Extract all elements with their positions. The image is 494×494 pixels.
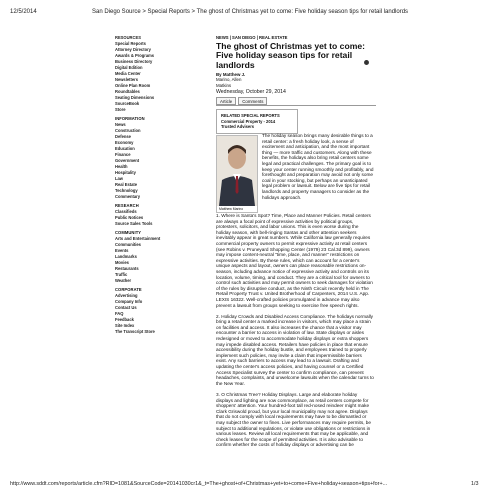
nav-link[interactable]: Roundtables	[115, 89, 140, 94]
nav-link[interactable]: Events	[115, 248, 129, 253]
tab-article[interactable]: Article	[216, 97, 236, 105]
photo-caption: Matthew Marino	[219, 207, 244, 211]
nav-link[interactable]: Restaurants	[115, 266, 139, 271]
related-label: RELATED SPECIAL REPORTS	[221, 113, 280, 119]
article-date: Wednesday, October 29, 2014	[216, 89, 286, 96]
article-tabs	[216, 97, 376, 105]
print-date: 12/5/2014	[10, 9, 37, 15]
nav-corporate-heading: CORPORATE	[115, 287, 142, 292]
nav-link[interactable]: Feedback	[115, 317, 134, 322]
nav-link[interactable]: Store	[115, 107, 126, 112]
nav-community-heading: COMMUNITY	[115, 230, 142, 235]
article	[216, 35, 376, 448]
print-page-title: San Diego Source > Special Reports > The ghost of Christmas yet to come: Five holiday season tips for retail landlords	[92, 9, 409, 15]
nav-link[interactable]: The Transcript Store	[115, 329, 155, 334]
nav-link[interactable]: Technology	[115, 188, 138, 193]
nav-information	[115, 122, 215, 200]
body-paragraph: 3. O Christmas Tree? Holiday Displays. Large and elaborate holiday displays and lighting are now commonplace, as retail centers compete for shoppers' attention. Your hundred-foot tall red-nosed reindeer might make Clark Griswold proud, but your local municipality may not agree. Displays that do not comply with local requirements may have to be dismantled or may subject the owner to fines. Live performances may require permits, be subject to additional regulations, or violate use obligations or restrictions in various leases. Review all local requirements that may be applicable, and check leases for the scope of permitted activities. It is also advisable to confirm whether the costs of holiday displays or advertising can be	[216, 392, 372, 448]
author-portrait-image	[217, 136, 257, 206]
nav-link[interactable]: Site Index	[115, 323, 135, 328]
author-line-3: Matkins	[216, 82, 232, 88]
nav-link[interactable]: Source Sales Tools	[115, 221, 153, 226]
nav-link[interactable]: Awards & Programs	[115, 53, 155, 58]
nav-link[interactable]: RESOURCES	[115, 35, 141, 40]
nav-link[interactable]: Health	[115, 164, 128, 169]
author-name[interactable]: By Matthew J.	[216, 71, 246, 77]
nav-link[interactable]: Newsletters	[115, 77, 138, 82]
tabs-divider	[216, 105, 376, 106]
article-body	[216, 213, 374, 454]
nav-link[interactable]: Arts and Entertainment	[115, 236, 161, 241]
nav-link[interactable]: FAQ	[115, 311, 124, 316]
nav-link[interactable]: Attorney Directory	[115, 47, 151, 52]
nav-link[interactable]: Traffic	[115, 272, 128, 277]
nav-link[interactable]: Contact Us	[115, 305, 137, 310]
print-url: http://www.sddt.com/reports/article.cfm?RID=1081&SourceCode=20141030cr1&_t=The+ghost+of+Christmas+yet+to+come+Five+holiday+season+tips+for+...	[10, 481, 388, 487]
left-navigation	[115, 35, 215, 335]
nav-link[interactable]: Law	[115, 176, 123, 181]
nav-link[interactable]: Defense	[115, 134, 131, 139]
nav-link[interactable]: Economy	[115, 140, 134, 145]
nav-link[interactable]: Communities	[115, 242, 141, 247]
nav-link[interactable]: Media Center	[115, 71, 141, 76]
author-photo	[216, 135, 258, 213]
tab-comments[interactable]: Comments	[238, 97, 267, 105]
nav-link[interactable]: Education	[115, 146, 135, 151]
related-reports-box	[216, 109, 298, 134]
byline	[216, 72, 376, 88]
nav-link[interactable]: Government	[115, 158, 140, 163]
nav-link[interactable]: Real Estate	[115, 182, 138, 187]
nav-link[interactable]: Construction	[115, 128, 141, 133]
nav-corporate	[115, 293, 215, 335]
nav-link[interactable]: News	[115, 122, 126, 127]
nav-link[interactable]: Online Plan Room	[115, 83, 151, 88]
print-page-number: 1/3	[471, 481, 479, 487]
nav-resources	[115, 35, 215, 113]
article-lead-paragraph: The holiday season brings many desirable things to a retail center: a fresh holiday look, a sense of excitement and anticipation, and the most important thing — more traffic and customers. Along with these benefits, the holidays also bring retail centers some legal and practical challenges. The primary goal is to keep your center running smoothly and profitably, and forethought and preparation may avoid not only some coal in your stocking, but perhaps an unanticipated legal problem or lawsuit. Below are five tips for retail landlords and property managers to consider as the holidays approach.	[262, 133, 374, 200]
related-sub[interactable]: Commercial Property - 2014	[221, 118, 276, 124]
article-indicator-icon	[363, 59, 370, 66]
nav-link[interactable]: Movies	[115, 260, 129, 265]
nav-link[interactable]: Weather	[115, 278, 132, 283]
body-paragraph: 1. Where is Santa's Spot? Time, Place and Manner Policies. Retail centers are always a focal point of expressive activities by political groups, protesters, solicitors, and labor unions. This is even worse during the holiday season, with bell-ringing Santas and other attention seekers inevitably appear in great numbers. While California law generally requires commercial property owners to permit expressive activity at retail centers (see Robins v. Pruneyard Shopping Center (1979) 23 Cal.3d 899), owners may impose content-neutral "time, place, and manner" restrictions on expressive activities. By these rules, which can account for a center's unique aspects and layout, owners can place reasonable restrictions on-season, including advance notice of expressive activity and controls on its location, volume, timing, and conduct. They are a critical tool for owners to control such activities and may permit owners to seek damages for violation of the rules by disruptive conduct, as the Ninth Circuit recently held in The Retail Property Trust v. United Brotherhood of Carpenters, 2014 U.S. App. LEXIS 16322. Well-crafted policies promulgated in advance may also prevent a lawsuit from groups seeking to exercise free speech rights.	[216, 213, 373, 308]
nav-link[interactable]: Public Notices	[115, 215, 144, 220]
nav-link[interactable]: Seating Dimensions	[115, 95, 155, 100]
nav-research-heading: RESEARCH	[115, 203, 139, 208]
nav-link[interactable]: Advertising	[115, 293, 138, 298]
article-headline: The ghost of Christmas yet to come: Five holiday season tips for retail landlords	[216, 41, 365, 70]
body-paragraph: 2. Holiday Crowds and Disabled Access Compliance. The holidays normally bring a retail center a marked increase in visitors, which may place a strain on facilities and access. It also increases the chance that a visitor may encounter a barrier to access in violation of law. State displays or aisles redesigned or moved to accommodate holiday displays or extra shoppers may impede disabled access. Retailers have policies in place that ensure accessibility during the holiday bustle, and employees trained to properly implement such policies, may invite a claim that impermissible barriers exist. Any such barriers to access may lead to a lawsuit. Drafting and updating the center's access policies, and having counsel or a Certified Access Specialist survey the center to confirm compliance, can prevent headaches, complaints, and unwelcome lawsuits when the calendar turns to the New Year.	[216, 313, 374, 386]
nav-link[interactable]: SourceBook	[115, 101, 140, 106]
article-section-crumb[interactable]: NEWS | SAN DIEGO | REAL ESTATE	[216, 35, 288, 40]
nav-research	[115, 209, 215, 227]
nav-link[interactable]: Company Info	[115, 299, 143, 304]
nav-information-heading: INFORMATION	[115, 116, 145, 121]
nav-link[interactable]: Hospitality	[115, 170, 136, 175]
nav-community	[115, 236, 215, 284]
nav-link[interactable]: Business Directory	[115, 59, 153, 64]
nav-link[interactable]: Special Reports	[115, 41, 146, 46]
nav-link[interactable]: Landmarks	[115, 254, 137, 259]
nav-link[interactable]: Classifieds	[115, 209, 137, 214]
author-line-2: Marino, Allen	[216, 77, 242, 83]
related-link[interactable]: Trusted Advisers	[221, 124, 255, 130]
nav-link[interactable]: Digital Edition	[115, 65, 143, 70]
nav-link[interactable]: Commentary	[115, 194, 141, 199]
nav-link[interactable]: Finance	[115, 152, 131, 157]
